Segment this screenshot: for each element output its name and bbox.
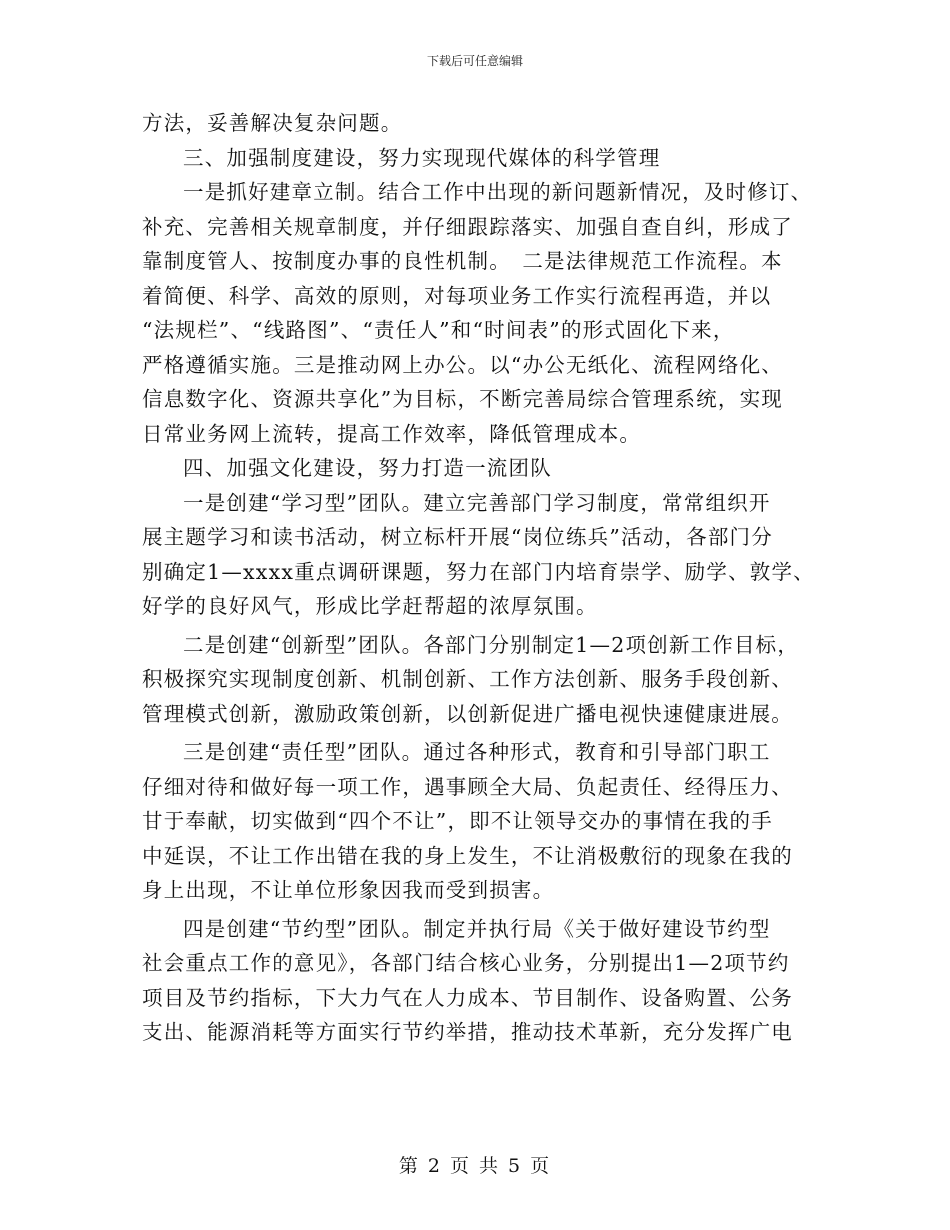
text-line: 管理模式创新，激励政策创新，以创新促进广播电视快速健康进展。 — [142, 701, 793, 726]
text-line: 四是创建“节约型”团队。制定并执行局《关于做好建设节约型 — [183, 916, 771, 941]
text-line: 仔细对待和做好每一项工作，遇事顾全大局、负起责任、经得压力、 — [142, 774, 793, 799]
document-body — [142, 106, 822, 1050]
text-line: 社会重点工作的意见》，各部门结合核心业务，分别提出1—2项节约 — [142, 951, 790, 975]
text-line: 积极探究实现制度创新、机制创新、工作方法创新、服务手段创新、 — [142, 667, 793, 691]
section-heading: 四、加强文化建设，努力打造一流团队 — [183, 456, 552, 480]
text-line: 中延误，不让工作出错在我的身上发生，不让消极敷衍的现象在我的 — [142, 843, 793, 868]
page-header: 下载后可任意编辑 — [426, 54, 523, 68]
text-line: 靠制度管人、按制度办事的良性机制。 二是法律规范工作流程。本 — [142, 249, 783, 273]
text-line: 信息数字化、资源共享化”为目标，不断完善局综合管理系统，实现 — [142, 387, 783, 411]
text-line: 支出、能源消耗等方面实行节约举措，推动技术革新，充分发挥广电 — [142, 1020, 793, 1044]
text-line: 好学的良好风气，形成比学赶帮超的浓厚氛围。 — [142, 594, 598, 618]
text-line: 别确定1—xxxx重点调研课题，努力在部门内培育崇学、励学、敦学、 — [142, 559, 815, 584]
section-heading: 三、加强制度建设，努力实现现代媒体的科学管理 — [183, 145, 661, 170]
page-footer: 第 2 页 共 5 页 — [398, 1155, 552, 1177]
text-line: 方法，妥善解决复杂问题。 — [142, 111, 403, 135]
text-line: 三是创建“责任型”团队。通过各种形式，教育和引导部门职工 — [183, 740, 771, 764]
text-line: 甘于奉献，切实做到“四个不让”，即不让领导交办的事情在我的手 — [142, 809, 773, 833]
text-line: 展主题学习和读书活动，树立标杆开展“岗位练兵”活动，各部门分 — [142, 525, 773, 549]
text-line: 身上出现，不让单位形象因我而受到损害。 — [142, 878, 555, 902]
text-line: 补充、完善相关规章制度，并仔细跟踪落实、加强自查自纠，形成了 — [142, 214, 793, 239]
text-line: 严格遵循实施。三是推动网上办公。以“办公无纸化、流程网络化、 — [142, 352, 783, 377]
text-line: 一是抓好建章立制。结合工作中出现的新问题新情况，及时修订、 — [183, 180, 813, 204]
text-line: 二是创建“创新型”团队。各部门分别制定1—2项创新工作目标， — [183, 632, 800, 657]
text-line: 日常业务网上流转，提高工作效率，降低管理成本。 — [142, 421, 642, 446]
text-line: 项目及节约指标，下大力气在人力成本、节目制作、设备购置、公务 — [142, 985, 793, 1010]
text-line: 着简便、科学、高效的原则，对每项业务工作实行流程再造，并以 — [142, 283, 772, 308]
text-line: 一是创建“学习型”团队。建立完善部门学习制度，常常组织开 — [183, 490, 771, 515]
text-line: “法规栏”、“线路图”、“责任人”和“时间表”的形式固化下来， — [142, 318, 735, 342]
